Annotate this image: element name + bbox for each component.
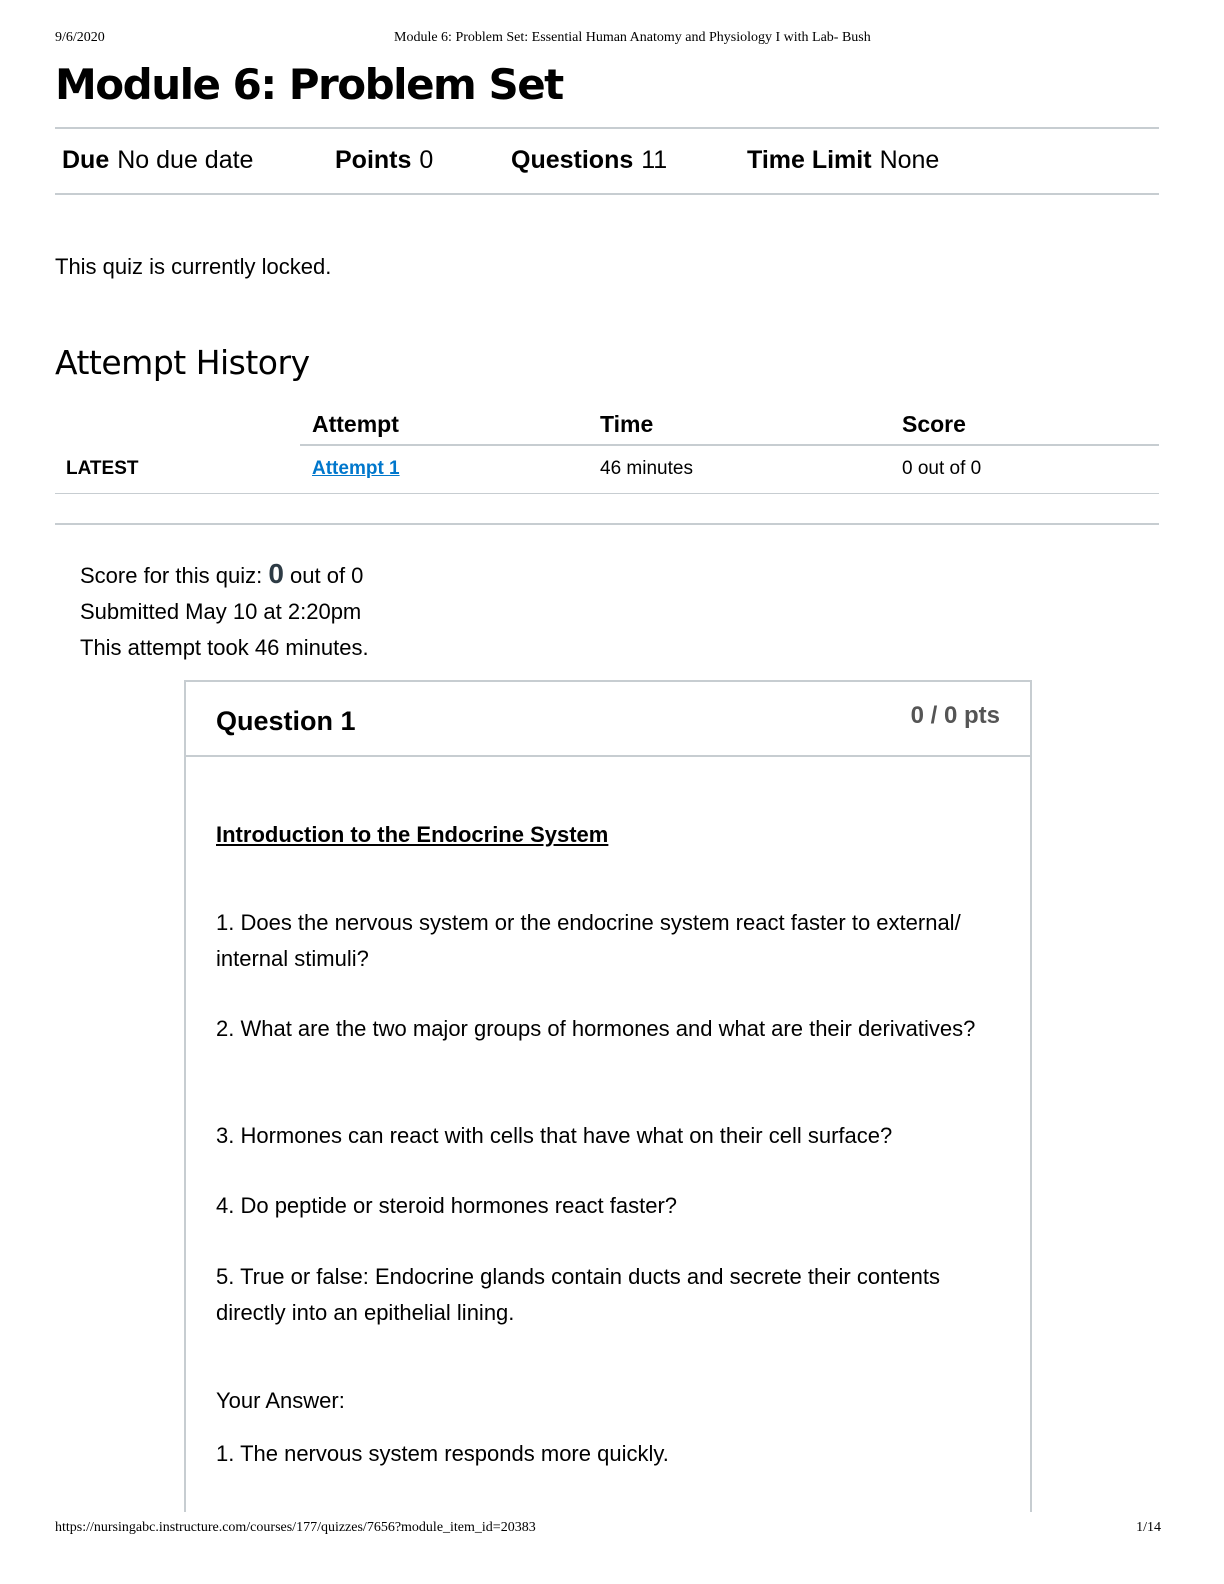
- answer-label: Your Answer:: [216, 1388, 345, 1413]
- meta-time-limit: [747, 146, 939, 175]
- table-header-divider: [300, 444, 1159, 446]
- meta-questions-value: 11: [641, 146, 668, 174]
- page-title: Module 6: Problem Set: [55, 60, 563, 109]
- meta-due: [62, 146, 253, 175]
- meta-due-label: Due: [62, 146, 110, 174]
- table-row-divider: [55, 493, 1159, 494]
- question-points: 0 / 0 pts: [910, 702, 1000, 729]
- print-header: [55, 30, 1161, 50]
- attempt-history-title: Attempt History: [55, 343, 310, 382]
- attempt-duration: This attempt took 46 minutes.: [80, 635, 369, 660]
- print-footer: [55, 1520, 1161, 1540]
- score-prefix: Score for this quiz:: [80, 563, 263, 588]
- meta-points-label: Points: [335, 146, 412, 174]
- print-url: https://nursingabc.instructure.com/courses/177/quizzes/7656?module_item_id=20383: [55, 1520, 536, 1535]
- attempt-score: 0 out of 0: [902, 458, 982, 479]
- score-suffix: out of 0: [290, 563, 364, 588]
- row-label-latest: LATEST: [66, 458, 139, 479]
- question-item: 1. Does the nervous system or the endocrine system react faster to external/ internal stimuli?: [216, 910, 961, 971]
- score-summary: [80, 556, 369, 666]
- divider: [55, 127, 1159, 129]
- quiz-score-line: [80, 556, 369, 594]
- score-value: 0: [268, 558, 284, 589]
- question-item: 2. What are the two major groups of hormones and what are their derivatives?: [216, 1016, 976, 1041]
- answer-text: 1. The nervous system responds more quickly.: [216, 1441, 669, 1466]
- locked-message: This quiz is currently locked.: [55, 254, 332, 279]
- divider: [55, 523, 1159, 525]
- question-item: 5. True or false: Endocrine glands contain ducts and secrete their contents directly into an epithelial lining.: [216, 1264, 940, 1325]
- meta-questions-label: Questions: [511, 146, 634, 174]
- question-card: [184, 680, 1032, 1542]
- divider: [55, 193, 1159, 195]
- submitted-time: Submitted May 10 at 2:20pm: [80, 599, 362, 624]
- question-title: Question 1: [216, 706, 356, 736]
- question-subtitle: Introduction to the Endocrine System: [216, 822, 609, 847]
- column-header-time: Time: [600, 411, 654, 437]
- meta-points-value: 0: [419, 146, 434, 174]
- question-header: [186, 682, 1030, 757]
- meta-points: [335, 146, 433, 175]
- question-item: 4. Do peptide or steroid hormones react faster?: [216, 1193, 678, 1218]
- meta-time-limit-label: Time Limit: [747, 146, 872, 174]
- column-header-attempt: Attempt: [312, 411, 399, 437]
- print-date: 9/6/2020: [55, 30, 105, 45]
- meta-due-value: No due date: [117, 146, 254, 174]
- attempt-1-link[interactable]: Attempt 1: [312, 458, 400, 479]
- print-page-number: 1/14: [1136, 1520, 1161, 1535]
- question-item: 3. Hormones can react with cells that have what on their cell surface?: [216, 1123, 893, 1148]
- meta-questions: [511, 146, 667, 175]
- column-header-score: Score: [902, 411, 966, 437]
- print-document-title: Module 6: Problem Set: Essential Human Anatomy and Physiology I with Lab- Bush: [394, 30, 871, 45]
- attempt-time: 46 minutes: [600, 458, 693, 479]
- meta-time-limit-value: None: [879, 146, 940, 174]
